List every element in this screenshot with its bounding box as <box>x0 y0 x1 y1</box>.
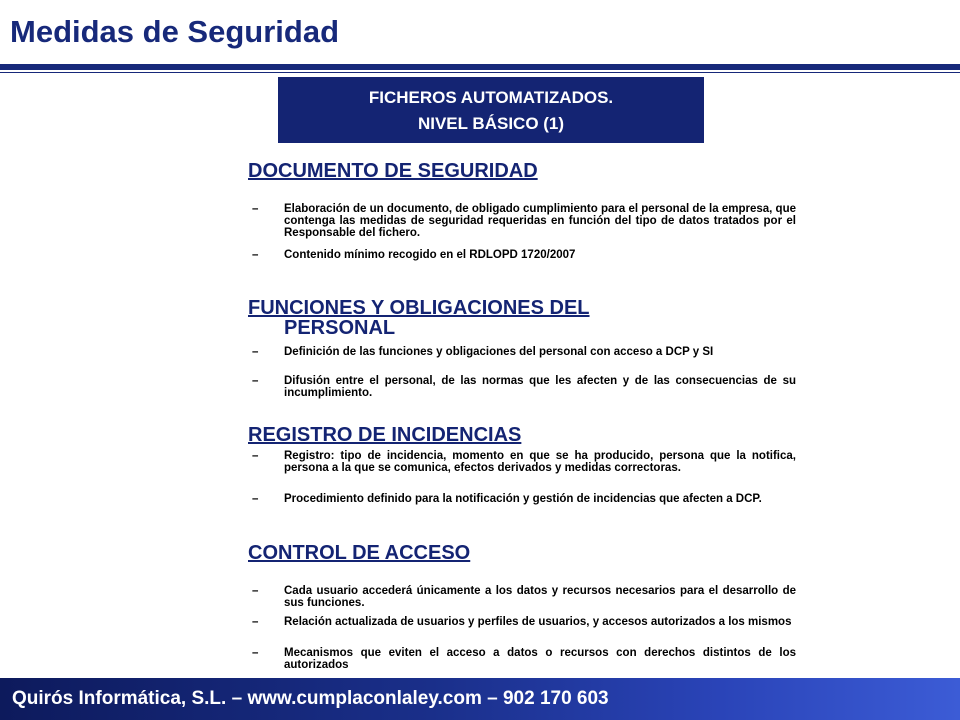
bullet-item <box>248 346 796 358</box>
header-box <box>278 77 704 143</box>
bullet-text: Contenido mínimo recogido en el RDLOPD 1720/2007 <box>284 249 576 261</box>
bullet-text: Cada usuario accederá únicamente a los datos y recursos necesarios para el desarrollo de sus funciones. <box>284 585 796 609</box>
bullet-item <box>248 203 796 239</box>
section-heading-documento: DOCUMENTO DE SEGURIDAD <box>248 160 538 182</box>
title-rule-thin <box>0 72 960 73</box>
bullet-dash: – <box>252 450 259 462</box>
bullet-dash: – <box>252 647 259 659</box>
title-rule <box>0 64 960 70</box>
bullet-text: Definición de las funciones y obligaciones del personal con acceso a DCP y SI <box>284 346 714 358</box>
footer-bar <box>0 678 960 720</box>
bullet-dash: – <box>252 493 259 505</box>
bullet-item <box>248 375 796 399</box>
section-heading-registro: REGISTRO DE INCIDENCIAS <box>248 424 522 446</box>
bullet-text: Difusión entre el personal, de las normas que les afecten y de las consecuencias de su incumplimiento. <box>284 375 796 399</box>
bullet-text: Procedimiento definido para la notificación y gestión de incidencias que afecten a DCP. <box>284 493 762 505</box>
bullet-dash: – <box>252 375 259 387</box>
header-line-2: NIVEL BÁSICO (1) <box>417 114 565 133</box>
section-heading-line <box>248 318 796 338</box>
bullet-item <box>248 450 796 474</box>
slide-title: Medidas de Seguridad <box>10 14 340 49</box>
bullet-dash: – <box>252 249 259 261</box>
bullet-item <box>248 585 796 609</box>
bullet-item <box>248 647 796 671</box>
bullet-text: Relación actualizada de usuarios y perfiles de usuarios, y accesos autorizados a los mismos <box>284 616 792 628</box>
section-heading-funciones <box>248 298 796 338</box>
footer-text: Quirós Informática, S.L. – www.cumplaconlaley.com – 902 170 603 <box>12 688 609 709</box>
bullet-item <box>248 493 796 505</box>
bullet-dash: – <box>252 346 259 358</box>
bullet-dash: – <box>252 585 259 597</box>
section-heading-control: CONTROL DE ACCESO <box>248 542 471 564</box>
bullet-text: Mecanismos que eviten el acceso a datos o recursos con derechos distintos de los autorizados <box>284 647 796 671</box>
bullet-item <box>248 249 796 261</box>
bullet-dash: – <box>252 203 259 215</box>
header-line-1: FICHEROS AUTOMATIZADOS. <box>368 88 614 107</box>
section-heading-line: FUNCIONES Y OBLIGACIONES DEL <box>248 297 590 319</box>
bullet-dash: – <box>252 616 259 628</box>
bullet-text: Registro: tipo de incidencia, momento en que se ha producido, persona que la notifica, persona a la que se comunica, efectos derivados y medidas correctoras. <box>284 450 796 474</box>
bullet-text: Elaboración de un documento, de obligado cumplimiento para el personal de la empresa, que contenga las medidas de seguridad requeridas en función del tipo de datos tratados por el Responsable del fichero. <box>284 203 796 239</box>
bullet-item <box>248 616 796 628</box>
section-heading-line-2: PERSONAL <box>284 317 396 339</box>
